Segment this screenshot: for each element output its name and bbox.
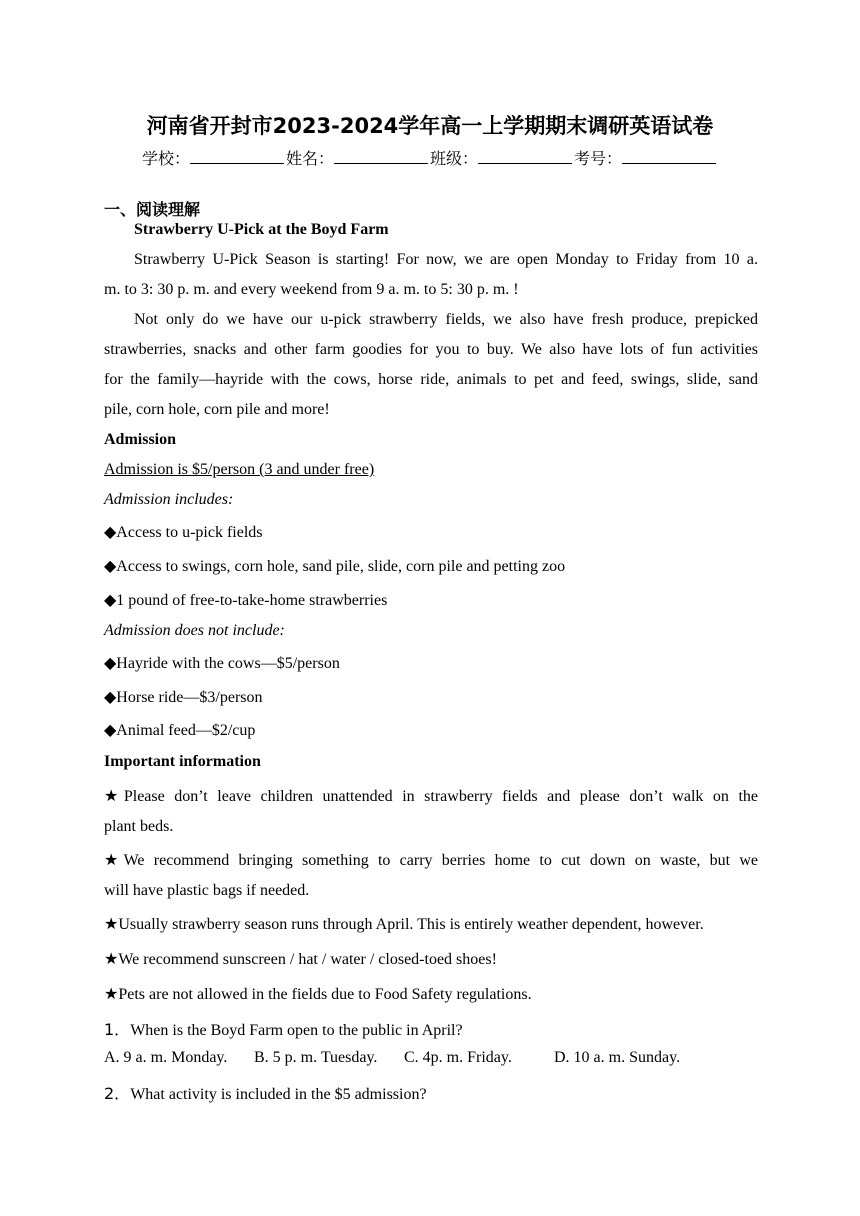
info-item-2-line-1: ★We recommend bringing something to carry berries home to cut down on waste, but we (104, 852, 758, 869)
paragraph-1-line-1: Strawberry U-Pick Season is starting! For now, we are open Monday to Friday from 10 a. (134, 251, 758, 268)
question-number: 2． (104, 1084, 131, 1103)
question-text: When is the Boyd Farm open to the public in April? (130, 1022, 463, 1039)
info-item-3: ★Usually strawberry season runs through April. This is entirely weather dependent, however. (104, 916, 704, 933)
includes-item: ◆Access to swings, corn hole, sand pile, slide, corn pile and petting zoo (104, 558, 566, 575)
admission-price-text: Admission is $5/person (3 and under free) (104, 461, 375, 478)
important-info-heading: Important information (104, 753, 261, 770)
info-item-4: ★We recommend sunscreen / hat / water / closed-toed shoes! (104, 951, 497, 968)
passage-title: Strawberry U-Pick at the Boyd Farm (134, 221, 389, 238)
admission-heading: Admission (104, 431, 177, 448)
includes-item: ◆Access to u-pick fields (104, 524, 263, 541)
number-blank (622, 149, 716, 164)
question-1-options (104, 1049, 758, 1067)
paragraph-2-line-4: pile, corn hole, corn pile and more! (104, 401, 330, 418)
school-label: 学校： (141, 149, 190, 168)
includes-label: Admission includes: (104, 491, 234, 508)
number-label: 考号： (574, 149, 623, 168)
admission-price (104, 461, 758, 479)
question-2 (104, 1081, 758, 1104)
question-1 (104, 1017, 758, 1040)
question-number: 1． (104, 1020, 131, 1039)
option-d: D. 10 a. m. Sunday. (554, 1049, 681, 1066)
paragraph-2-line-1: Not only do we have our u-pick strawberry fields, we also have fresh produce, prepicked (134, 311, 758, 328)
info-item-5: ★Pets are not allowed in the fields due to Food Safety regulations. (104, 986, 532, 1003)
class-blank (478, 149, 572, 164)
info-item-2-line-2: will have plastic bags if needed. (104, 882, 310, 899)
paragraph-2-line-2: strawberries, snacks and other farm goodies for you to buy. We also have lots of fun activities (104, 341, 758, 358)
student-info-row (0, 146, 860, 169)
option-b: B. 5 p. m. Tuesday. (254, 1049, 378, 1066)
school-blank (190, 149, 284, 164)
class-label: 班级： (430, 149, 479, 168)
excludes-item: ◆Hayride with the cows—$5/person (104, 655, 340, 672)
excludes-label: Admission does not include: (104, 622, 285, 639)
includes-item: ◆1 pound of free-to-take-home strawberries (104, 592, 388, 609)
excludes-item: ◆Horse ride—$3/person (104, 689, 263, 706)
option-a: A. 9 a. m. Monday. (104, 1049, 228, 1066)
section-heading: 一、阅读理解 (104, 200, 201, 219)
info-item-1-line-2: plant beds. (104, 818, 174, 835)
info-item-1-line-1: ★Please don’t leave children unattended in strawberry fields and please don’t walk on the (104, 788, 758, 805)
excludes-item: ◆Animal feed—$2/cup (104, 722, 256, 739)
question-text: What activity is included in the $5 admission? (130, 1086, 427, 1103)
option-c: C. 4p. m. Friday. (404, 1049, 512, 1066)
paragraph-2-line-3: for the family—hayride with the cows, horse ride, animals to pet and feed, swings, slide, sand (104, 371, 758, 388)
paragraph-1-line-2: m. to 3: 30 p. m. and every weekend from 9 a. m. to 5: 30 p. m. ! (104, 281, 519, 298)
name-label: 姓名： (285, 149, 334, 168)
exam-title: 河南省开封市2023-2024学年高一上学期期末调研英语试卷 (146, 114, 714, 138)
name-blank (334, 149, 428, 164)
